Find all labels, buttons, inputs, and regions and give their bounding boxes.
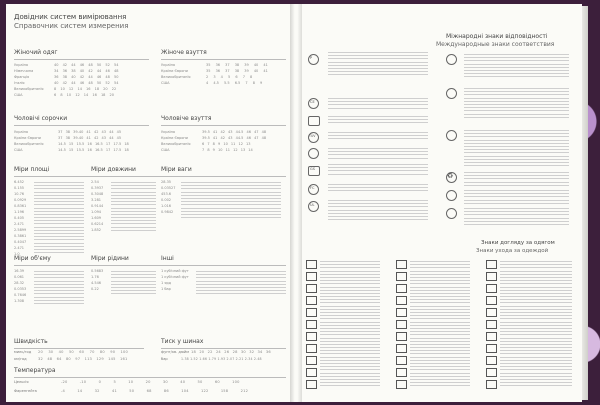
wash-tub-icon xyxy=(306,308,317,317)
celsius-label: Цельсія xyxy=(14,380,29,384)
iron-icon xyxy=(486,260,497,269)
divider xyxy=(14,59,149,60)
women-shoes-labels: Україна Країни Європи Великобританія США xyxy=(161,63,191,85)
left-page xyxy=(6,4,297,402)
divider xyxy=(14,348,144,349)
volume-text-lines xyxy=(34,271,84,306)
other-values: 1 кубічний фут 1 кубічний фут 1 ярд 1 бар xyxy=(161,269,189,291)
wash-tub-icon xyxy=(306,344,317,353)
dry-square-icon xyxy=(396,356,407,365)
dry-square-icon xyxy=(396,332,407,341)
divider xyxy=(14,125,149,126)
length-values: 2.54 0.3937 0.3048 3.281 0.9144 1.094 1.609 0.6214 1.852 xyxy=(91,180,104,232)
weight-values: 28.35 0.03527 453.6 0.002 1.016 0.9842 xyxy=(161,180,176,214)
dry-clean-icon xyxy=(486,344,497,353)
area-text-lines xyxy=(34,182,84,255)
sign-desc-lines xyxy=(328,164,428,177)
weight-text-lines xyxy=(181,182,281,220)
dry-square-icon xyxy=(396,260,407,269)
dry-square-icon xyxy=(396,344,407,353)
dry-square-icon xyxy=(396,308,407,317)
area-values: 6.452 0.155 10.76 0.0929 0.8361 1.196 0.405 2.471 2.5899 0.3861 0.4047 2.471 1.0 xyxy=(14,180,27,256)
wash-tub-icon xyxy=(306,284,317,293)
vde-sign-icon xyxy=(308,148,319,159)
fahrenheit-values: -4 14 32 41 50 68 86 104 122 158 212 xyxy=(61,389,249,393)
area-title: Міри площі xyxy=(14,166,50,173)
women-clothing-labels: Україна Німеччина Франція Італія Великобританія США xyxy=(14,63,44,97)
length-title: Міри довжини xyxy=(91,166,136,173)
hand-wash-icon xyxy=(306,356,317,365)
right-page xyxy=(296,4,582,402)
woolmark-sign-icon xyxy=(446,54,457,65)
care-title-ru: Знаки ухода за одеждой xyxy=(476,248,549,254)
liquids-title: Міри рідини xyxy=(91,255,129,262)
sign-desc-lines xyxy=(464,190,569,206)
gost-sign-icon xyxy=(308,116,320,126)
men-shoes-values: 39.5 41 42 43 44.5 46 47 48 39.5 41 42 43 44.5 46 47 48 6 7 8 9 10 11 12 13 7 8 9 10 11 12 13 14 xyxy=(202,130,267,152)
length-text-lines xyxy=(111,182,156,233)
wash-tub-icon xyxy=(306,272,317,281)
divider xyxy=(14,176,286,177)
dry-square-icon xyxy=(396,368,407,377)
sign-text: ♻ xyxy=(447,172,454,180)
women-shoes-values: 35 36 37 38 39 40 41 35 36 37 38 39 40 41 2 3 4 5 6 7 8 4 4.5 5.5 6.5 7 8 9 xyxy=(206,63,268,85)
other-text-lines xyxy=(196,271,286,297)
sign-desc-lines xyxy=(328,148,428,161)
dry-clean-icon xyxy=(486,332,497,341)
sign-desc-lines xyxy=(328,52,428,78)
recycle-triangle-icon xyxy=(446,88,457,99)
sign-text: P xyxy=(310,56,313,60)
sign-desc-lines xyxy=(464,208,569,227)
left-title-ua: Довідник систем вимірювання xyxy=(14,13,127,21)
divider xyxy=(161,59,286,60)
sign-text: UL xyxy=(310,203,315,207)
women-shoes-title: Жіноче взуття xyxy=(161,49,207,56)
page-edges xyxy=(582,6,588,400)
wash-tub-icon xyxy=(306,332,317,341)
wash-tub-icon xyxy=(306,260,317,269)
sign-desc-lines xyxy=(464,54,569,80)
divider xyxy=(14,265,286,266)
speed-kmh-label: км/год xyxy=(14,357,27,361)
no-wash-icon xyxy=(306,368,317,377)
dry-clean-icon xyxy=(486,380,497,389)
sign-desc-lines xyxy=(328,132,428,142)
men-shoes-labels: Україна Країни Європи Великобританія США xyxy=(161,130,191,152)
right-title-ru: Международные знаки соответствия xyxy=(436,41,555,48)
iron-icon xyxy=(486,284,497,293)
left-title-ru: Справочник систем измерения xyxy=(14,22,129,30)
dry-square-icon xyxy=(396,320,407,329)
men-shirts-labels: Україна Країни Європи Великобританія США xyxy=(14,130,44,152)
sign-text: GS xyxy=(310,167,315,171)
tyre-bar-label: бар xyxy=(161,357,168,361)
celsius-values: -20 -10 0 5 10 20 30 40 50 60 100 xyxy=(61,380,240,384)
dry-square-icon xyxy=(396,296,407,305)
speed-kmh-values: 32 48 64 80 97 113 129 145 161 xyxy=(38,357,128,361)
speed-mph-values: 20 30 40 50 60 70 80 90 100 xyxy=(38,350,128,354)
fahrenheit-label: Фаренгейта xyxy=(14,389,37,393)
sign-text: CE xyxy=(310,100,315,104)
sign-text: FC xyxy=(310,186,315,190)
dry-square-icon xyxy=(396,272,407,281)
speed-title: Швидкість xyxy=(14,338,48,345)
men-shirts-title: Чоловічі сорочки xyxy=(14,115,68,122)
women-clothing-title: Жіночий одяг xyxy=(14,49,58,56)
dry-square-icon xyxy=(396,380,407,389)
volume-values: 16.39 0.061 28.32 0.0353 0.7646 1.308 xyxy=(14,269,27,303)
sign-desc-lines xyxy=(328,200,428,222)
dry-clean-icon xyxy=(486,368,497,377)
divider xyxy=(161,125,286,126)
sign-text: TÜV xyxy=(309,134,316,138)
right-title-ua: Міжнародні знаки відповідності xyxy=(446,33,548,40)
sign-desc-lines xyxy=(328,98,428,111)
liquids-values: 0.5683 1.76 4.546 0.22 xyxy=(91,269,104,291)
women-clothing-values: 40 42 44 46 48 50 52 54 34 36 38 40 42 44 46 48 36 38 40 42 44 46 48 50 40 42 44 46 48 50 52 54 8 10 12 14 16 18 20 22 6 8 10 12 14 16 18 20 xyxy=(54,63,119,97)
tyre-psi-values: 18 20 22 24 26 28 30 32 34 36 xyxy=(191,350,271,354)
dry-clean-icon xyxy=(486,356,497,365)
divider xyxy=(161,348,286,349)
dry-square-icon xyxy=(396,284,407,293)
other-title: Інші xyxy=(161,255,174,262)
wash-tub-icon xyxy=(306,320,317,329)
men-shirts-values: 37 38 39-40 41 42 43 44 45 37 38 39-40 41 42 43 44 45 14.5 15 15.5 16 16.5 17 17.5 18 14.5 15 15.5 16 16.5 17 17.5 18 xyxy=(58,130,129,152)
iron-icon xyxy=(486,272,497,281)
iron-icon xyxy=(486,308,497,317)
dry-clean-icon xyxy=(486,320,497,329)
sign-desc-lines xyxy=(328,184,428,194)
sign-desc-lines xyxy=(464,88,569,120)
sign-desc-lines xyxy=(464,172,569,188)
bleach-icon xyxy=(306,380,317,389)
liquids-text-lines xyxy=(111,271,156,297)
iron-icon xyxy=(486,296,497,305)
tyre-psi-label: фунт/кв. дюйм xyxy=(161,350,189,354)
speed-mph-label: миль/год xyxy=(14,350,32,354)
men-shoes-title: Чоловіче взуття xyxy=(161,115,212,122)
tyre-bar-values: 1.38 1.52 1.66 1.79 1.93 2.07 2.21 2.34 2.48 xyxy=(181,357,262,361)
sign-desc-lines xyxy=(328,116,428,126)
wash-tub-icon xyxy=(306,296,317,305)
tidy-man-icon xyxy=(446,208,457,219)
care-title-ua: Знаки догляду за одягом xyxy=(481,240,555,246)
volume-title: Міри об'єму xyxy=(14,255,51,262)
trash-bin-icon xyxy=(446,190,457,201)
sign-desc-lines xyxy=(464,130,569,168)
tyre-title: Тиск у шинах xyxy=(161,338,204,345)
weight-title: Міри ваги xyxy=(161,166,192,173)
pet-sign-icon xyxy=(446,130,457,141)
temperature-title: Температура xyxy=(14,367,56,374)
divider xyxy=(14,377,286,378)
